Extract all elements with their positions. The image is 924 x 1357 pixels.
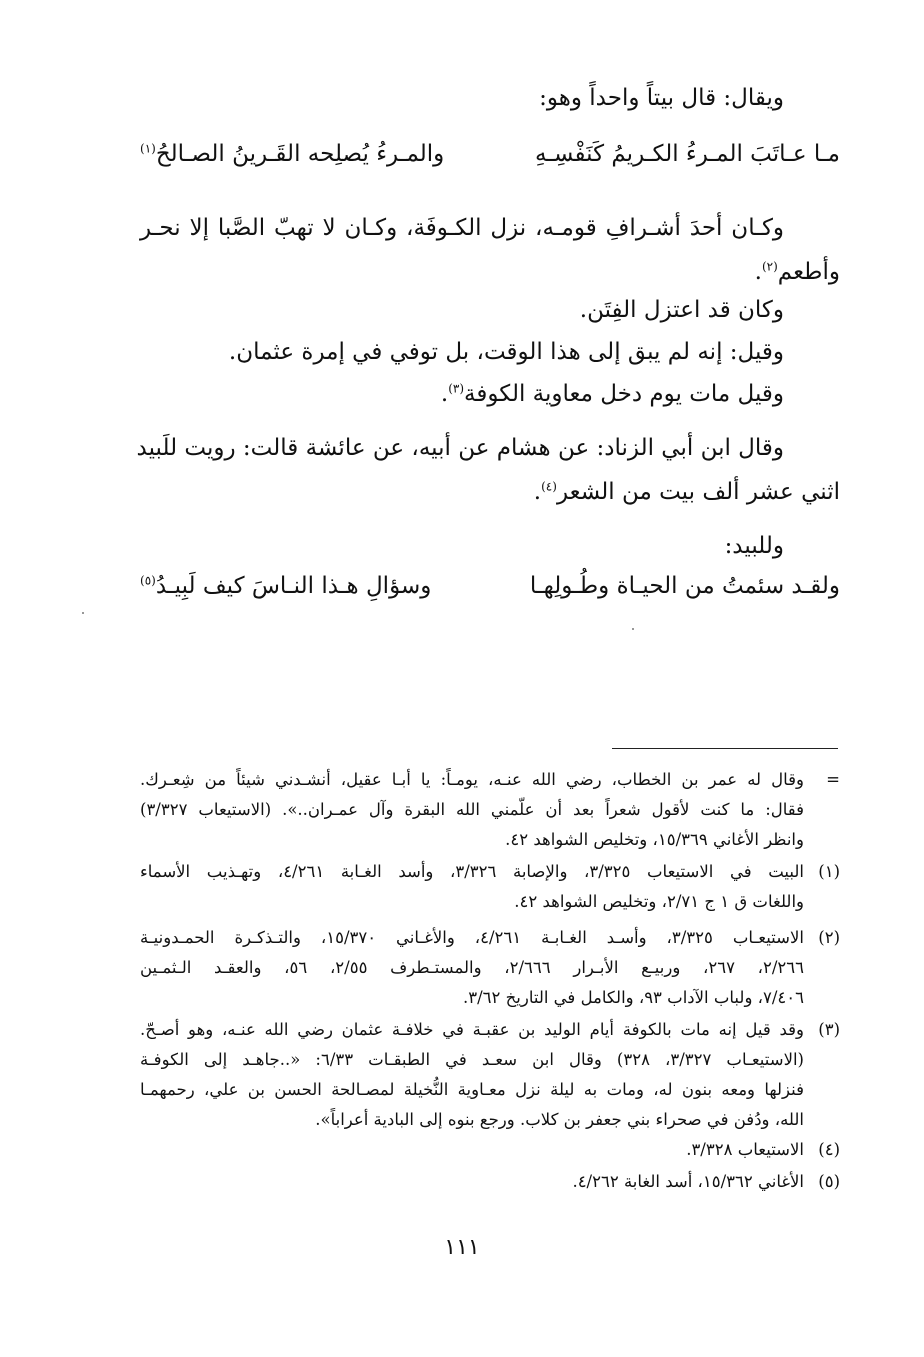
footnote-separator [612, 748, 838, 749]
footnote-cont-line: وانظر الأغاني ١٥/٣٦٩، وتخليص الشواهد ٤٢. [505, 830, 804, 849]
footnote-ref-4[interactable]: (٤) [541, 479, 557, 494]
footnote-1-line: واللغات ق ١ ج ٢/٧١، وتخليص الشواهد ٤٢. [514, 892, 804, 911]
footnote-2-line: ٧/٤٠٦، ولباب الآداب ٩٣، والكامل في التاريخ ٣/٦٢. [462, 988, 804, 1007]
verse-1 [140, 136, 840, 172]
footnote-cont-line: = وقال له عمر بن الخطاب، رضي الله عنـه، يومـاً: يا أبـا عقيل، أنشـدني شيئاً من شِعـرك. [140, 766, 840, 794]
verse-2-second-hemistich: وسؤالِ هـذا النـاسَ كيف لَبِيـدُ$^{(٥)}$ [140, 573, 432, 599]
qil-line-1: وقيل: إنه لم يبق إلى هذا الوقت، بل توفي في إمرة عثمان. [228, 339, 784, 365]
intro-line: ويقال: قال بيتاً واحداً وهو: [539, 85, 784, 111]
footnote-2-line: ٢/٢٦٦، ٢٦٧، وربيـع الأبـرار ٢/٦٦٦، والمستـطرف ٢/٥٥، ٥٦، والعقـد الـثمـين [140, 958, 805, 977]
scan-speck [632, 628, 634, 630]
para2-line-1: وقال ابن أبي الزناد: عن هشام عن أبيه، عن عائشة قالت: رويت للَبيد [136, 435, 784, 461]
verse-1-first-hemistich: مـا عـاتَبَ المـرءُ الكـريمُ كَنَفْسِـهِ [534, 141, 840, 167]
para1-line-1: وكـان أحدَ أشـرافِ قومـه، نزل الكـوفَة، وكـان لا تهبّ الصَّبا إلا نحـر [140, 215, 784, 241]
footnote-cont-line: فقال: ما كنت لأقول شعراً بعد أن علّمني الله البقرة وآل عمـران..». (الاستيعاب ٣/٣٢٧) [140, 800, 804, 819]
fitan-line: وكان قد اعتزل الفِتَن. [579, 297, 784, 323]
footnote-2: (٢) الاستيعـاب ٣/٣٢٥، وأسـد الغـابـة ٤/٢٦١، والأغـاني ١٥/٣٧٠، والتـذكـرة الحمـدونيـة [140, 924, 840, 952]
footnote-1: (١) البيت في الاستيعاب ٣/٣٢٥، والإصابة ٣/٣٢٦، وأسد الغـابة ٤/٢٦١، وتهـذيب الأسماء [140, 858, 840, 886]
para1-line-2: وأطعم$^{(٢)}$. [754, 259, 840, 285]
page-number: ١١١ [444, 1235, 480, 1260]
labid-intro-line: وللبيد: [724, 533, 784, 559]
footnote-4: (٤) الاستيعاب ٣/٣٢٨. [140, 1136, 840, 1164]
footnote-3-line: (الاستيعـاب ٣/٣٢٧، ٣٢٨) وقال ابن سعـد في الطبقـات ٦/٣٣: «..جاهـد إلى الكوفـة [140, 1050, 804, 1069]
footnote-number: (٤) [818, 1140, 840, 1159]
verse-1-second-hemistich: والمـرءُ يُصلِحه القَـرينُ الصـالحُ$^{(١)}$ [140, 141, 445, 167]
verse-2 [140, 568, 840, 604]
footnote-3: (٣) وقد قيل إنه مات بالكوفة أيام الوليد بن عقبـة في خلافـة عثمان رضي الله عنـه، وهو أصـحّ. [140, 1016, 840, 1044]
verse-2-first-hemistich: ولقـد سئمتُ من الحيـاة وطُـولِهـا [529, 573, 840, 599]
scan-speck [82, 612, 84, 614]
footnote-number: (٥) [818, 1172, 840, 1191]
footnote-3-line: فنزلها ومعه بنون له، ومات به ليلة نزل معـاوية النُّخيلة لمصـالحة الحسن بن علي، رحمهمـا [140, 1080, 804, 1099]
para2-line-2: اثني عشر ألف بيت من الشعر$^{(٤)}$. [533, 479, 840, 505]
footnote-ref-1[interactable]: (١) [140, 141, 156, 156]
footnote-ref-2[interactable]: (٢) [761, 259, 778, 274]
qil-line-2: وقيل مات يوم دخل معاوية الكوفة$^{(٣)}$. [440, 381, 784, 407]
footnote-5: (٥) الأغاني ١٥/٣٦٢، أسد الغابة ٤/٢٦٢. [140, 1168, 840, 1196]
footnote-number: (٣) [818, 1020, 840, 1039]
footnote-number: (١) [818, 862, 840, 881]
footnote-3-line: الله، ودُفن في صحراء بني جعفر بن كلاب. ورجع بنوه إلى البادية أعراباً». [315, 1110, 804, 1129]
footnote-ref-5[interactable]: (٥) [140, 573, 156, 588]
footnote-number: (٢) [818, 928, 840, 947]
footnote-ref-3[interactable]: (٣) [448, 381, 465, 396]
footnote-cont-marker: = [826, 770, 840, 789]
